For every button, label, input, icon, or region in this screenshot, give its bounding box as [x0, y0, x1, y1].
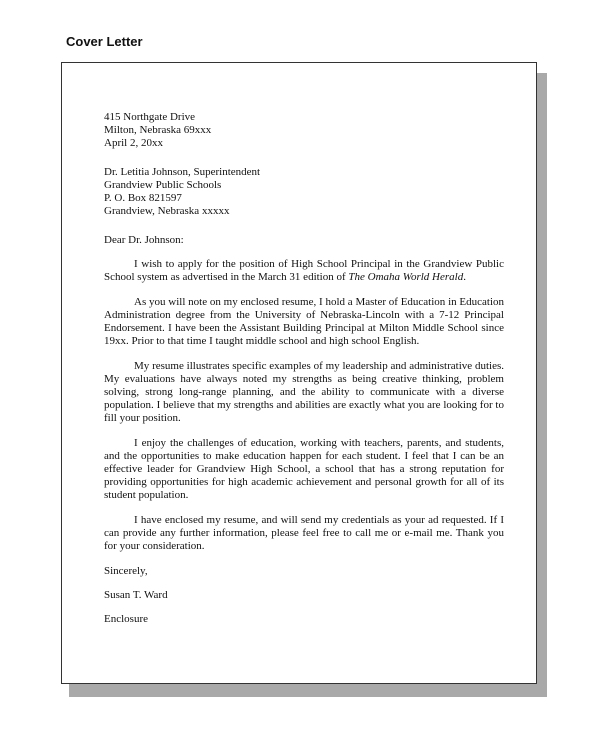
complimentary-close: Sincerely,: [104, 565, 148, 577]
enclosure-note: Enclosure: [104, 613, 148, 625]
signature-name: Susan T. Ward: [104, 589, 168, 601]
paragraph-application-end: .: [463, 271, 466, 283]
paragraph-motivation: I enjoy the challenges of education, working with teachers, parents, and students, and the opportunities to make education happen for each student. I feel that I can be an effective leader for Grandview High School, a school that has a strong reputation for providing opportunities for high academic achievement and personal growth for all of its student population.: [104, 437, 504, 501]
paragraph-strengths: My resume illustrates specific examples of my leadership and administrative duties. My evaluations have always noted my strengths as being creative thinking, problem solving, strong long-range planning, and the ability to communicate with a diverse population. I believe that my strengths and abilities are exactly what you are looking for to fill your position.: [104, 360, 504, 424]
recipient-name: Dr. Letitia Johnson, Superintendent: [104, 166, 261, 178]
letter-page: [61, 62, 537, 684]
letter-body: [104, 111, 504, 626]
letter-date: April 2, 20xx: [104, 137, 163, 149]
paragraph-application-text: I wish to apply for the position of High School Principal in the Grandview Public School system as advertised in the March 31 edition of: [104, 258, 504, 283]
publication-name: The Omaha World Herald: [348, 271, 464, 283]
salutation: Dear Dr. Johnson:: [104, 234, 184, 246]
recipient-address: [104, 166, 504, 218]
recipient-organization: Grandview Public Schools: [104, 179, 222, 191]
paragraph-application: [104, 258, 504, 284]
page-title: Cover Letter: [66, 34, 143, 49]
sender-city: Milton, Nebraska 69xxx: [104, 124, 212, 136]
recipient-po-box: P. O. Box 821597: [104, 192, 182, 204]
recipient-city: Grandview, Nebraska xxxxx: [104, 205, 230, 217]
sender-street: 415 Northgate Drive: [104, 111, 196, 123]
sender-address: [104, 111, 504, 150]
paragraph-closing: I have enclosed my resume, and will send my credentials as your ad requested. If I can provide any further information, please feel free to call me or e-mail me. Thank you for your consideration.: [104, 514, 504, 552]
paragraph-qualifications: As you will note on my enclosed resume, I hold a Master of Education in Education Administration degree from the University of Nebraska-Lincoln with a 7-12 Principal Endorsement. I have been the Assistant Building Principal at Milton Middle School since 19xx. Prior to that time I taught middle school and high school English.: [104, 296, 504, 347]
